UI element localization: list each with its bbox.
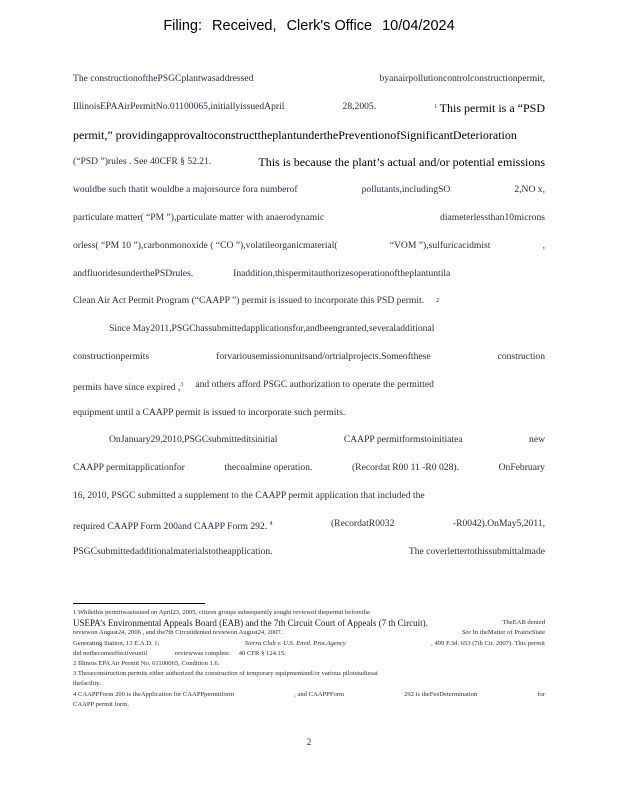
text-segment: 4 CAAPPForm 200 is theApplication for CAAPPpermitform (73, 690, 235, 698)
text-segment: (RecordatR0032 (330, 517, 395, 529)
body-line (73, 237, 545, 265)
filing-date: 10/04/2024 (382, 18, 455, 34)
filing-stamp-header (0, 18, 618, 34)
body-line (73, 181, 545, 209)
footnote-ref: 1 (434, 103, 438, 110)
text-segment: , (542, 239, 545, 251)
body-line (73, 459, 545, 487)
footnote-line (73, 608, 545, 618)
text-segment: The coverlettertothissubmittalmade (408, 545, 545, 557)
text-segment: 16, 2010, PSGC submitted a supplement to the CAAPP permit application that included the (73, 489, 425, 501)
text-segment: wouldbe such thatit wouldbe a majorsource fora numberof (73, 184, 298, 196)
text-segment: byanairpollutioncontrolconstructionpermit, (379, 73, 545, 84)
text-segment: required CAAPP Form 200and CAAPP Form 292. (73, 520, 268, 532)
text-segment: forvariousemissionunitsand/ortrialprojects.Someofthese (216, 350, 431, 362)
text-segment: 292 is theFeeDetermination (404, 690, 478, 698)
footnote-line (73, 659, 545, 669)
body-line (73, 126, 545, 154)
text-segment: orless( “PM 10 ”),carbonmonoxide ( “CO ”),volatileorganicmaterial( (73, 239, 338, 251)
text-segment: and others afford PSGC authorization to operate the permitted (195, 378, 434, 390)
text-segment: andfluoridesunderthePSDrules. (73, 267, 194, 279)
text-segment: 3 Theseconstruction permits either authorized the construction of temporary equipmentand/or various pilotstudiesat (73, 670, 378, 678)
footnote-line (73, 690, 545, 700)
footnote-ref: 4 (269, 520, 273, 527)
body-line (73, 209, 545, 237)
body-line (73, 70, 545, 98)
text-segment: This permit is a “PSD (439, 100, 545, 115)
page-number: 2 (306, 737, 312, 747)
text-segment: permits have since expired , (73, 381, 181, 393)
body-line (73, 265, 545, 293)
footnote-ref: 2 (436, 298, 440, 305)
text-segment: TheEAB denied (502, 619, 545, 627)
text-segment: for (537, 690, 545, 698)
text-segment: equipment until a CAAPP permit is issued to incorporate such permits. (73, 406, 346, 418)
text-segment: In theMatter of PrairieState (472, 629, 545, 637)
text-segment: CAAPP permitformstoinitiatea (343, 434, 463, 446)
text-segment: did notbecomeeffectiveuntil (73, 649, 148, 657)
filing-status: Received, (212, 18, 277, 34)
text-segment: Since May2011,PSGChassubmittedapplicationsfor,andbeengranted,severaladditional (109, 323, 435, 335)
body-line (73, 292, 545, 320)
footnote-divider (73, 603, 205, 604)
text-segment: “VOM ”),sulfuricacidmist (389, 239, 491, 251)
text-segment: See (461, 629, 472, 637)
text-segment: constructionpermits (73, 350, 150, 362)
body-line (73, 431, 545, 459)
text-segment: construction (497, 350, 545, 362)
text-segment: permit,” providingapprovaltoconstructtheplantunderthePreventionofSignificantDeterioration (73, 127, 517, 142)
footnote-line (73, 700, 545, 710)
footnote-line (73, 679, 545, 689)
footnotes (73, 608, 545, 710)
text-segment: reviewwas complete. (175, 649, 231, 657)
footnote-ref: 3 (180, 381, 184, 388)
text-segment: PSGCsubmittedadditionalmaterialstotheapplication. (73, 545, 273, 557)
text-segment: OnFebruary (498, 462, 545, 474)
text-segment: OnJanuary29,2010,PSGCsubmitteditsinitial (109, 434, 278, 446)
text-segment: , 499 F.3d. 653 (7th Cir. 2007). This permit (431, 639, 545, 647)
text-segment: thefacility. (73, 680, 101, 688)
body-line (73, 376, 545, 404)
text-segment: 1 Whilethis permitwasissued on April23, 2005, citizen groups subsequently sought reviewof thepermit beforethe (73, 609, 370, 616)
text-segment: 40 CFR § 124.15. (238, 649, 286, 657)
text-segment: CAAPP permitapplicationfor (73, 462, 185, 474)
text-segment: diameterlessthan10microns (440, 211, 545, 223)
body-line (73, 487, 545, 515)
text-segment: 28,2005. (342, 100, 377, 112)
footnote-line (73, 628, 545, 638)
body-line (73, 543, 545, 571)
text-segment: The constructionofthePSGCplantwasaddressed (73, 73, 254, 84)
footnote-line (73, 618, 545, 628)
text-segment: thecoalmine operation. (224, 462, 313, 474)
text-segment: reviewon August24, 2006 , and the7th Circuitdenied reviewon August24, 2007. (73, 629, 283, 637)
body-line (73, 320, 545, 348)
text-segment: (“PSD ”)rules . See 40CFR § 52.21. (73, 156, 212, 168)
filing-office: Clerk's Office (286, 18, 373, 34)
text-segment: Generating Station, 13 E.A.D. 1; (73, 639, 160, 647)
text-segment: Clean Air Act Permit Program (“CAAPP ”) permit is issued to incorporate this PSD permit. (73, 295, 425, 307)
text-segment: CAAPP permit form. (73, 700, 129, 708)
text-segment: new (529, 434, 545, 446)
footnote-line (73, 649, 545, 659)
text-segment: 2,NO x, (514, 184, 545, 196)
text-segment: USEPA’s Environmental Appeals Board (EAB) and the 7th Circuit Court of Appeals (7 th Circuit). (73, 618, 428, 629)
text-segment: 2 Illinois EPA Air Permit No. 01100065, Condition 1.6. (73, 660, 220, 668)
body-line (73, 98, 545, 126)
text-segment: Inaddition,thispermitauthorizesoperationoftheplantuntila (233, 267, 451, 279)
footnote-line (73, 639, 545, 649)
body-line (73, 404, 545, 432)
text-segment: -R0042).OnMay5,2011, (452, 517, 545, 529)
text-segment: This is because the plant’s actual and/or potential emissions (258, 155, 545, 170)
text-segment: , and CAAPPForm (294, 690, 345, 698)
body-line (73, 348, 545, 376)
footnote-line (73, 669, 545, 679)
filing-label: Filing: (163, 18, 203, 34)
text-segment: Sierra Club v. U.S. Envtl. Prot.Agency (244, 639, 346, 647)
text-segment: pollutants,includingSO (361, 184, 451, 196)
body-line (73, 153, 545, 181)
body-text (73, 70, 545, 570)
text-segment: (Recordat R00 11 -R0 028). (351, 462, 459, 474)
text-segment: particulate matter( “PM ”),particulate matter with anaerodynamic (73, 211, 325, 223)
text-segment: IllinoisEPAAirPermitNo.01100065,initiallyissuedApril (73, 100, 285, 112)
body-line (73, 515, 545, 543)
